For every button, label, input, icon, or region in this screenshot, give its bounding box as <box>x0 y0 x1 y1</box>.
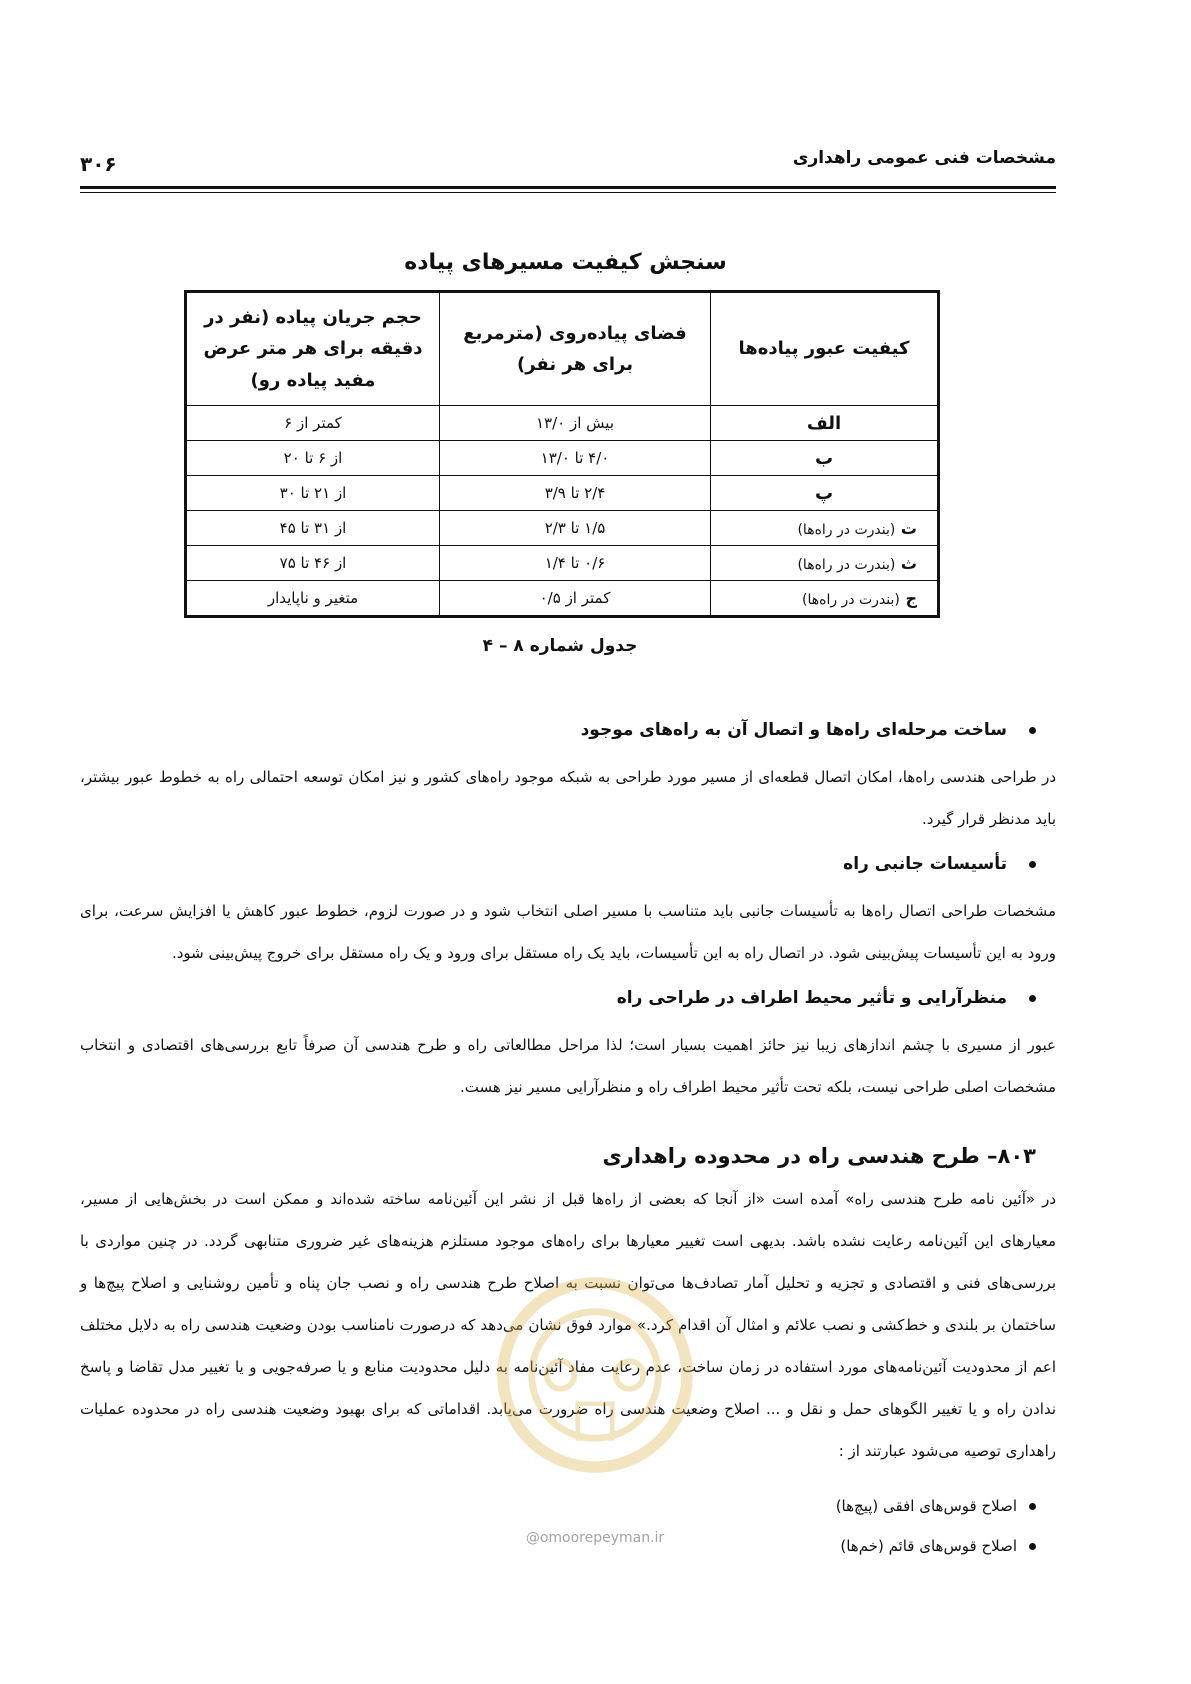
section-heading <box>80 988 1036 1008</box>
list-item-text: اصلاح قوس‌های قائم (خم‌ها) <box>840 1537 1017 1555</box>
bullet-icon <box>1029 1503 1036 1510</box>
space-cell: بیش از ۱۳/۰ <box>440 406 711 441</box>
page-number: ۳۰۶ <box>80 152 117 176</box>
space-cell: ۴/۰ تا ۱۳/۰ <box>440 441 711 476</box>
space-cell: ۰/۶ تا ۱/۴ <box>440 546 711 581</box>
grade-cell <box>711 546 939 581</box>
flow-cell: از ۲۱ تا ۳۰ <box>186 476 440 511</box>
bullet-icon <box>1029 727 1036 734</box>
header-title: مشخصات فنی عمومی راهداری <box>792 148 1056 168</box>
grade-label: الف <box>806 412 842 434</box>
watermark-logo-icon <box>480 1260 710 1490</box>
section-803-paragraph: در «آئین نامه طرح هندسی راه» آمده است «از آنجا که بعضی از راه‌ها قبل از نشر این آئین‌نامه ساخته شده‌اند و ممکن است در بخش‌هایی از مسیر، معیارهای این آئین‌نامه رعایت نشده باشد. بدیهی است تغییر معیارها برای راه‌های موجود مستلزم هزینه‌های غیر ضروری متنابهی گردد. در چنین مواردی با بررسی‌های فنی و اقتصادی و تجزیه و تحلیل آمار تصادف‌ها می‌توان نسبت به اصلاح طرح هندسی راه و نصب جان پناه و تأمین روشنایی و اصلاح پیچ‌ها و ساختمان بر بلندی و خط‌کشی و نصب علائم و امثال آن اقدام کرد.» موارد فوق نشان می‌دهد که درصورت نامناسب بودن وضعیت هندسی راه به دلایل مختلف اعم از محدودیت آئین‌نامه‌های مورد استفاده در زمان ساخت، عدم رعایت مفاد آئین‌نامه به دلیل محدودیت منابع و یا صرفه‌جویی و یا تغییر مدل تقاضا و پاسخ ندادن راه و یا تغییر الگوهای حمل و نقل و ... اصلاح وضعیت هندسی راه ضرورت می‌یابد. اقداماتی که برای بهبود وضعیت هندسی راه در محدوده عملیات راهداری توصیه می‌شود عبارتند از : <box>80 1190 1056 1460</box>
table-row <box>186 581 939 617</box>
grade-label: ج <box>905 588 917 608</box>
section-heading <box>80 720 1036 740</box>
table-row <box>186 476 939 511</box>
running-header <box>80 148 1056 184</box>
section-heading-text: منظرآرایی و تأثیر محیط اطراف در طراحی راه <box>616 988 1007 1008</box>
section-heading-text: تأسیسات جانبی راه <box>843 854 1007 874</box>
grade-cell <box>711 476 939 511</box>
space-cell: کمتر از ۰/۵ <box>440 581 711 617</box>
header-rule-thin <box>80 192 1056 193</box>
flow-cell: از ۳۱ تا ۴۵ <box>186 511 440 546</box>
table-header: فضای پیاده‌روی (مترمربع برای هر نفر) <box>440 292 711 406</box>
space-cell: ۱/۵ تا ۲/۳ <box>440 511 711 546</box>
header-rule <box>80 186 1056 189</box>
table-header: کیفیت عبور پیاده‌ها <box>711 292 939 406</box>
section-paragraph: عبور از مسیری با چشم اندازهای زیبا نیز حائز اهمیت بسیار است؛ لذا مراحل مطالعاتی راه و طرح هندسی آن صرفاً تابع بررسی‌های اقتصادی و انتخاب مشخصات اصلی طراحی نیست، بلکه تحت تأثیر محیط اطراف راه و منظرآرایی مسیر نیز هست. <box>80 1036 1056 1096</box>
table-row <box>186 406 939 441</box>
flow-cell: متغیر و ناپایدار <box>186 581 440 617</box>
table-caption: جدول شماره ۸ – ۴ <box>482 636 638 656</box>
grade-cell <box>711 581 939 617</box>
grade-cell <box>711 441 939 476</box>
pedestrian-quality-table <box>184 290 940 618</box>
list-item <box>80 1486 1036 1526</box>
section-heading-text: ساخت مرحله‌ای راه‌ها و اتصال آن به راه‌های موجود <box>580 720 1007 740</box>
flow-cell: از ۴۶ تا ۷۵ <box>186 546 440 581</box>
grade-note: (بندرت در راه‌ها) <box>797 521 896 538</box>
space-cell: ۲/۴ تا ۳/۹ <box>440 476 711 511</box>
table-row <box>186 546 939 581</box>
flow-cell: کمتر از ۶ <box>186 406 440 441</box>
watermark-text: @omoorepeyman.ir <box>525 1530 665 1546</box>
section-heading <box>80 854 1036 874</box>
section-paragraph: در طراحی هندسی راه‌ها، امکان اتصال قطعه‌ای از مسیر مورد طراحی به شبکه موجود راه‌های کشور و نیز امکان توسعه احتمالی راه به خطوط عبور بیشتر، باید مدنظر قرار گیرد. <box>80 768 1056 828</box>
grade-label: ب <box>814 447 834 469</box>
grade-label: پ <box>814 482 834 504</box>
bullet-icon <box>1029 1543 1036 1550</box>
grade-label: ت <box>900 518 917 538</box>
list-item-text: اصلاح قوس‌های افقی (پیچ‌ها) <box>835 1497 1017 1515</box>
table-header: حجم جریان پیاده (نفر در دقیقه برای هر متر عرض مفید پیاده رو) <box>186 292 440 406</box>
grade-note: (بندرت در راه‌ها) <box>797 556 896 573</box>
grade-cell <box>711 406 939 441</box>
section-803-heading: ۸۰۳– طرح هندسی راه در محدوده راهداری <box>602 1144 1036 1168</box>
table-header-row <box>186 292 939 406</box>
table-row <box>186 511 939 546</box>
bullet-icon <box>1029 861 1036 868</box>
grade-label: ث <box>900 553 917 573</box>
bullet-list <box>80 1486 1036 1566</box>
grade-note: (بندرت در راه‌ها) <box>802 591 900 608</box>
flow-cell: از ۶ تا ۲۰ <box>186 441 440 476</box>
table-row <box>186 441 939 476</box>
section-paragraph: مشخصات طراحی اتصال راه‌ها به تأسیسات جانبی باید متناسب با مسیر اصلی انتخاب شود و در صورت لزوم، خطوط عبور کاهش یا افزایش سرعت، برای ورود به این تأسیسات پیش‌بینی شود. در اتصال راه به این تأسیسات، باید یک راه مستقل برای ورود و یک راه مستقل برای خروج پیش‌بینی شود. <box>80 902 1056 962</box>
bullet-icon <box>1029 995 1036 1002</box>
table-title: سنجش کیفیت مسیرهای پیاده <box>404 250 727 275</box>
grade-cell <box>711 511 939 546</box>
